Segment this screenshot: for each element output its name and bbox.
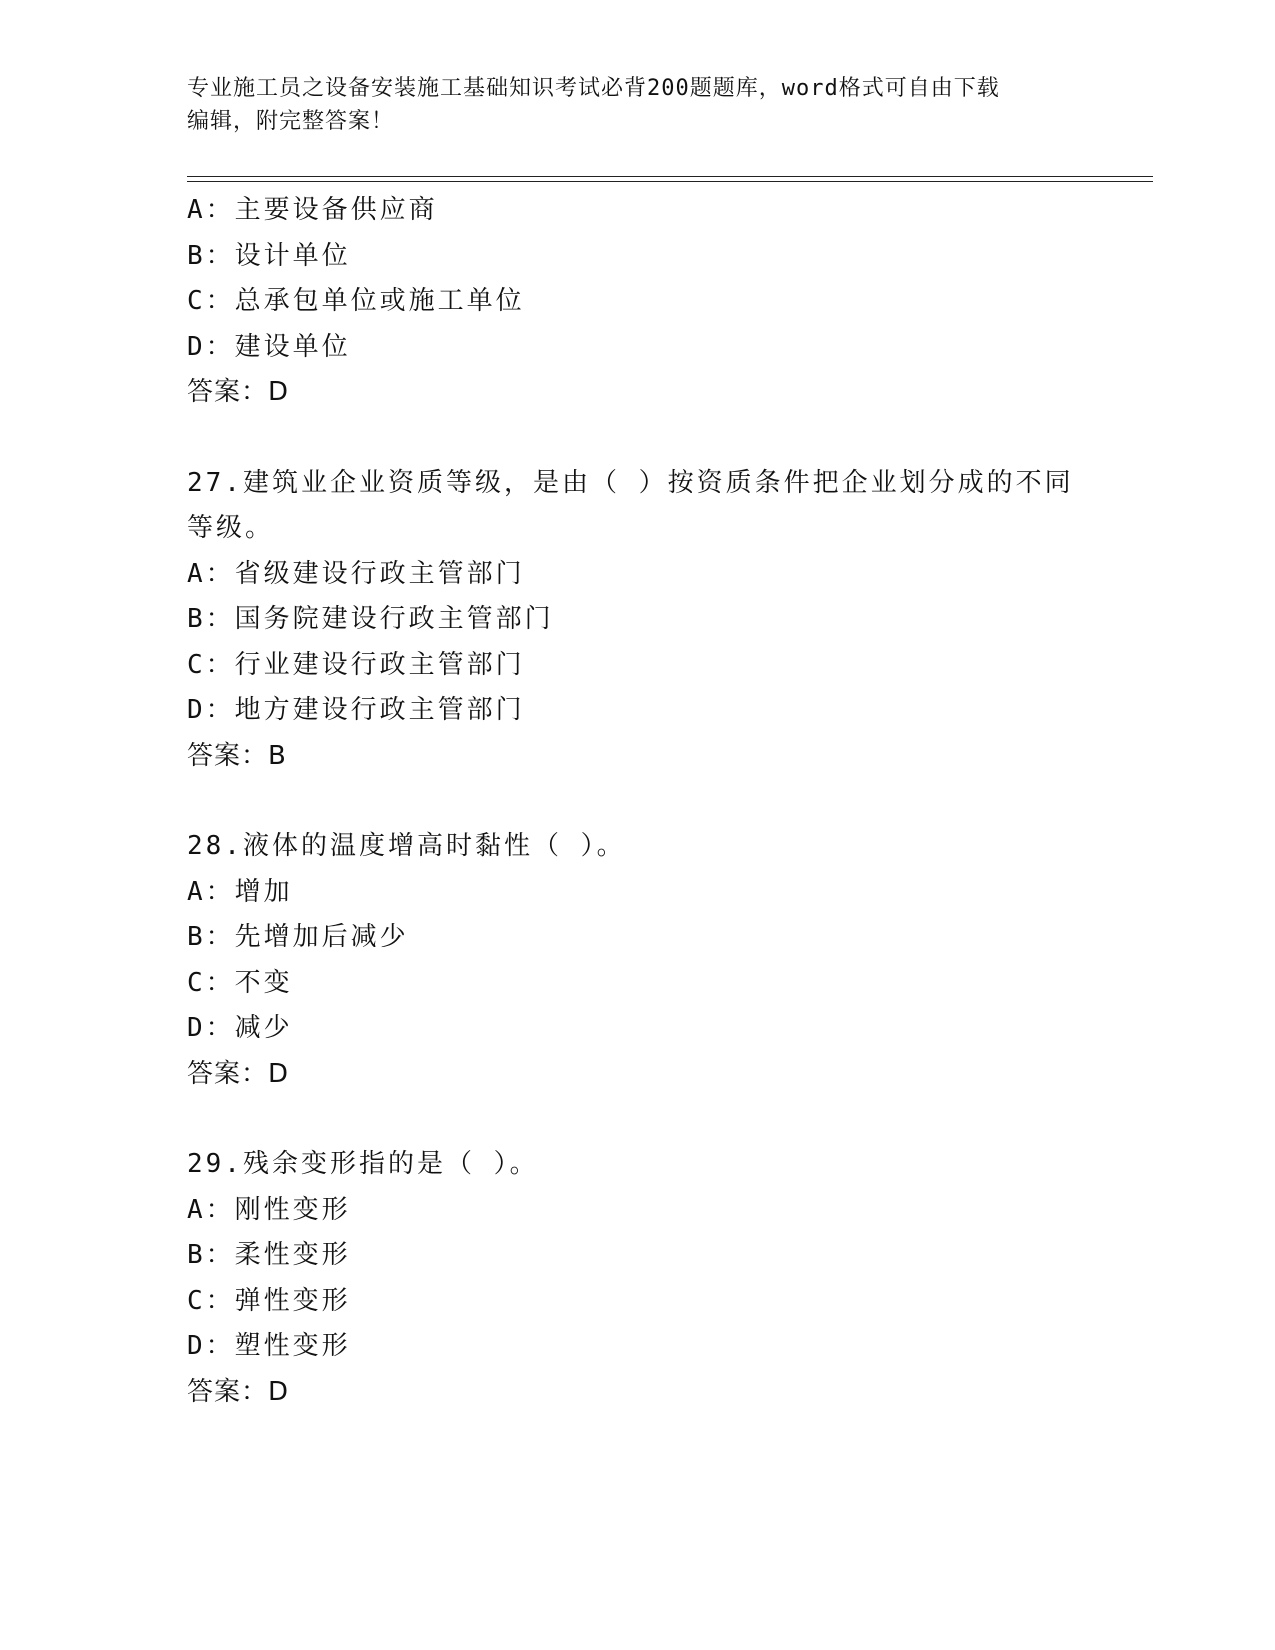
option-a: A：主要设备供应商 (187, 195, 438, 225)
option-a: A：省级建设行政主管部门 (187, 558, 525, 589)
question-27 (187, 461, 1087, 780)
header-divider-top (187, 176, 1153, 177)
option-c: C：总承包单位或施工单位 (187, 286, 525, 316)
option-b: B：先增加后减少 (187, 922, 409, 952)
answer-label: 答案：D (187, 1376, 290, 1407)
page-header (187, 72, 1087, 138)
option-c: C：行业建设行政主管部门 (187, 649, 525, 680)
answer-label: 答案：B (187, 740, 287, 771)
option-b: B：国务院建设行政主管部门 (187, 604, 554, 634)
option-b: B：设计单位 (187, 240, 351, 271)
spacer (187, 416, 1087, 461)
question-26 (187, 188, 1087, 416)
answer-label: 答案：D (187, 1058, 290, 1089)
option-b: B：柔性变形 (187, 1240, 351, 1270)
option-d: D：塑性变形 (187, 1331, 351, 1361)
header-line-2: 编辑，附完整答案！ (187, 109, 395, 134)
option-c: C：弹性变形 (187, 1285, 351, 1316)
spacer (187, 1097, 1087, 1142)
question-text: 27.建筑业企业资质等级，是由（ ）按资质条件把企业划分成的不同等级。 (187, 467, 1074, 543)
option-d: D：地方建设行政主管部门 (187, 695, 525, 725)
option-a: A：增加 (187, 876, 293, 907)
question-text: 28.液体的温度增高时黏性（ ）。 (187, 831, 626, 861)
header-line-1: 专业施工员之设备安装施工基础知识考试必背200题题库，word格式可自由下载 (187, 76, 1000, 101)
question-28 (187, 824, 1087, 1097)
answer-label: 答案：D (187, 377, 290, 407)
option-c: C：不变 (187, 967, 293, 998)
option-d: D：建设单位 (187, 331, 351, 362)
question-text: 29.残余变形指的是（ ）。 (187, 1149, 539, 1179)
header-divider-bottom (187, 181, 1153, 182)
option-d: D：减少 (187, 1013, 293, 1043)
option-a: A：刚性变形 (187, 1194, 351, 1225)
spacer (187, 779, 1087, 824)
question-29 (187, 1142, 1087, 1415)
question-list (187, 188, 1087, 1415)
